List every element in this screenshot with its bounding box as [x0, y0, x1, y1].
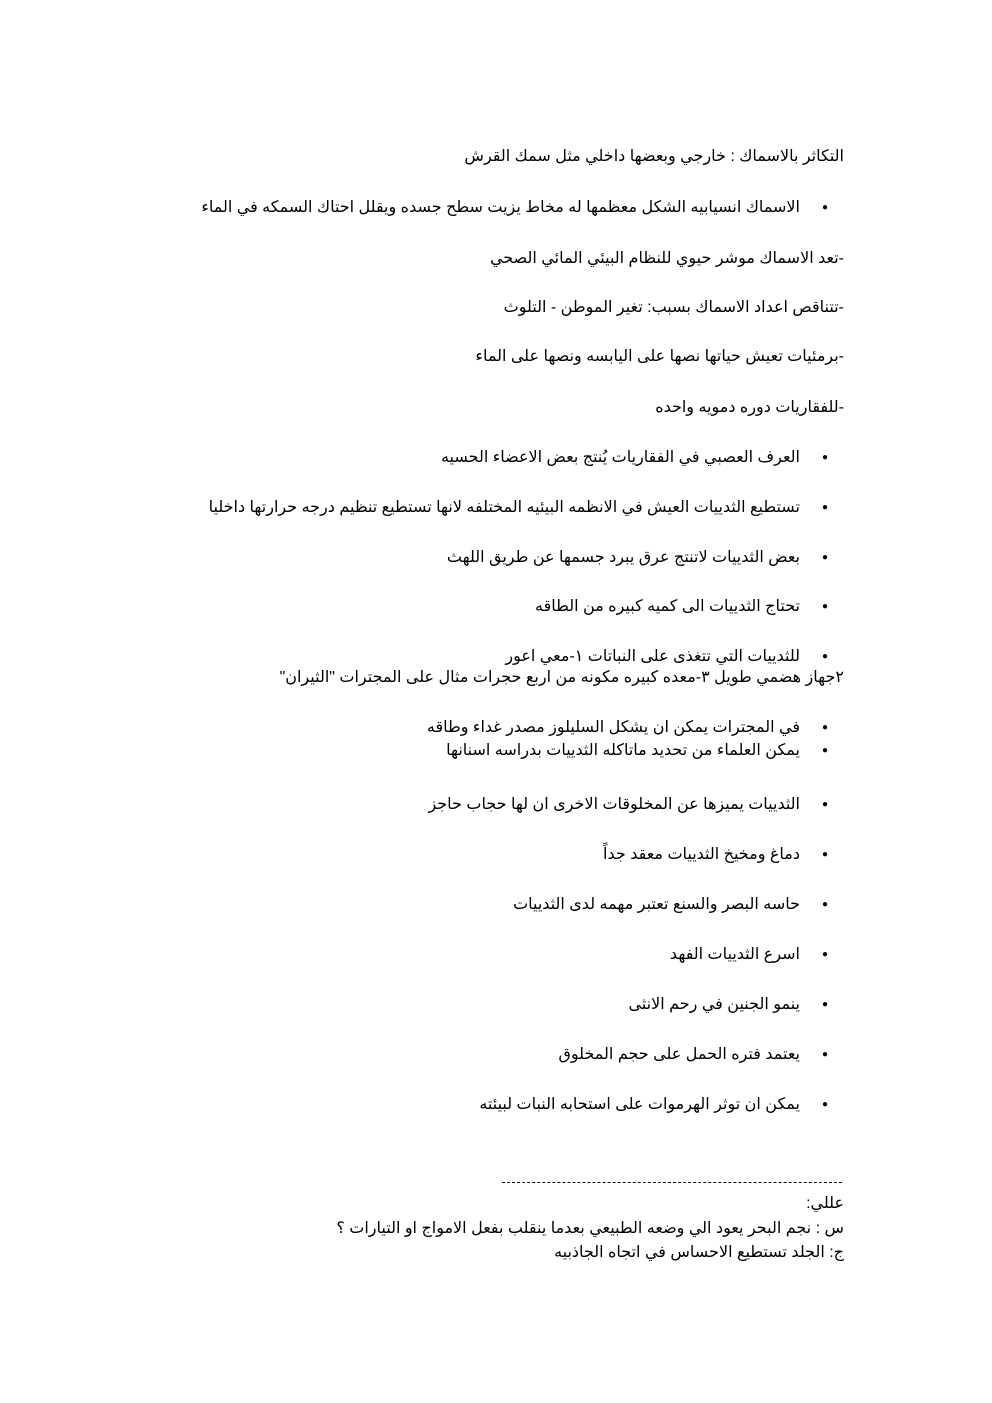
- list-item-text: تحتاج الثدييات الى كميه كبيره من الطاقه: [535, 598, 800, 616]
- list-item-text: دماغ ومخيخ الثدييات معقد جداً: [603, 846, 800, 864]
- list-item: [535, 597, 844, 617]
- list-item: [603, 845, 844, 865]
- list-item-text: يمكن ان توثر الهرموات على استحابه النبات لبيئته: [479, 1096, 800, 1114]
- list-item: [428, 795, 844, 815]
- list-item: [513, 895, 844, 915]
- section-heading: عللي:: [806, 1195, 844, 1212]
- bullet-icon: ●: [821, 722, 829, 733]
- bullet-icon: ●: [821, 899, 829, 910]
- reproduction-line: التكاثر بالاسماك : خارجي وبعضها داخلي مثل سمك القرش: [464, 148, 844, 165]
- list-item-text: الثدييات يميزها عن المخلوقات الاخرى ان لها حجاب حاجز: [428, 796, 800, 814]
- text-line: -برمئيات تعيش حياتها نصها على اليابسه ونصها على الماء: [475, 348, 844, 365]
- list-item-text: في المجترات يمكن ان يشكل السليلوز مصدر غداء وطاقه: [426, 719, 800, 737]
- bullet-icon: ●: [821, 202, 829, 213]
- bullet-icon: ●: [821, 651, 829, 662]
- bullet-icon: ●: [821, 799, 829, 810]
- bullet-icon: ●: [821, 949, 829, 960]
- text-line: -تتناقص اعداد الاسماك بسبب: تغير الموطن - التلوث: [503, 299, 844, 316]
- list-item-text: للثدييات التي تتغذى على النباتات ١-معي اعور: [505, 648, 800, 666]
- list-item: [670, 945, 844, 965]
- bullet-icon: ●: [821, 999, 829, 1010]
- bullet-icon: ●: [821, 745, 829, 756]
- separator-line: [502, 1182, 842, 1183]
- bullet-icon: ●: [821, 849, 829, 860]
- list-item-text: اسرع الثدييات الفهد: [669, 946, 800, 964]
- list-item-text: العرف العصبي في الفقاريات يُنتج بعض الاعضاء الحسيه: [440, 449, 800, 467]
- text-line: -للفقاريات دوره دمويه واحده: [655, 399, 844, 416]
- bullet-icon: ●: [821, 502, 829, 513]
- list-item-text: الاسماك انسيابيه الشكل معظمها له مخاط يزيت سطح جسده ويقلل احتاك السمكه في الماء: [201, 199, 800, 217]
- bullet-icon: ●: [821, 452, 829, 463]
- bullet-icon: ●: [821, 1049, 829, 1060]
- list-item: [479, 1095, 844, 1115]
- list-item: [209, 498, 844, 518]
- bullet-icon: ●: [821, 552, 829, 563]
- question-line: س : نجم البحر يعود الي وضعه الطبيعي بعدما ينقلب بفعل الامواج او التيارات ؟: [336, 1220, 844, 1237]
- list-item-text: ينمو الجنين في رحم الانثى: [628, 996, 800, 1014]
- list-item: [201, 198, 844, 218]
- list-item-text: حاسه البصر والسنع تعتبر مهمه لدى الثدييات: [513, 896, 800, 914]
- list-item-text: يمكن العلماء من تحديد ماتاكله الثدييات بدراسه اسنانها: [446, 742, 800, 760]
- list-item: [427, 718, 844, 738]
- list-item: [446, 741, 844, 761]
- list-item: [559, 1045, 845, 1065]
- list-item: [441, 448, 844, 468]
- bullet-icon: ●: [821, 601, 829, 612]
- list-item-text: يعتمد فتره الحمل على حجم المخلوق: [558, 1046, 800, 1064]
- bullet-icon: ●: [821, 1099, 829, 1110]
- continuation-line: ٢جهاز هضمي طويل ٣-معده كبيره مكونه من اربع حجرات مثال على المجترات "الثيران": [279, 669, 844, 686]
- list-item: [629, 995, 845, 1015]
- list-item-text: تستطيع الثدييات العيش في الانظمه البيئيه المختلفه لانها تستطيع تنظيم درجه حرارتها داخليا: [208, 499, 800, 517]
- list-item-text: بعض الثدييات لاتنتج عرق يبرد جسمها عن طريق اللهث: [446, 549, 800, 567]
- text-line: -تعد الاسماك موشر حيوي للنظام البيئي المائي الصحي: [489, 250, 844, 267]
- answer-line: ج: الجلد تستطيع الاحساس في اتجاه الجاذبيه: [554, 1244, 844, 1261]
- list-item: [505, 647, 844, 667]
- list-item: [447, 548, 844, 568]
